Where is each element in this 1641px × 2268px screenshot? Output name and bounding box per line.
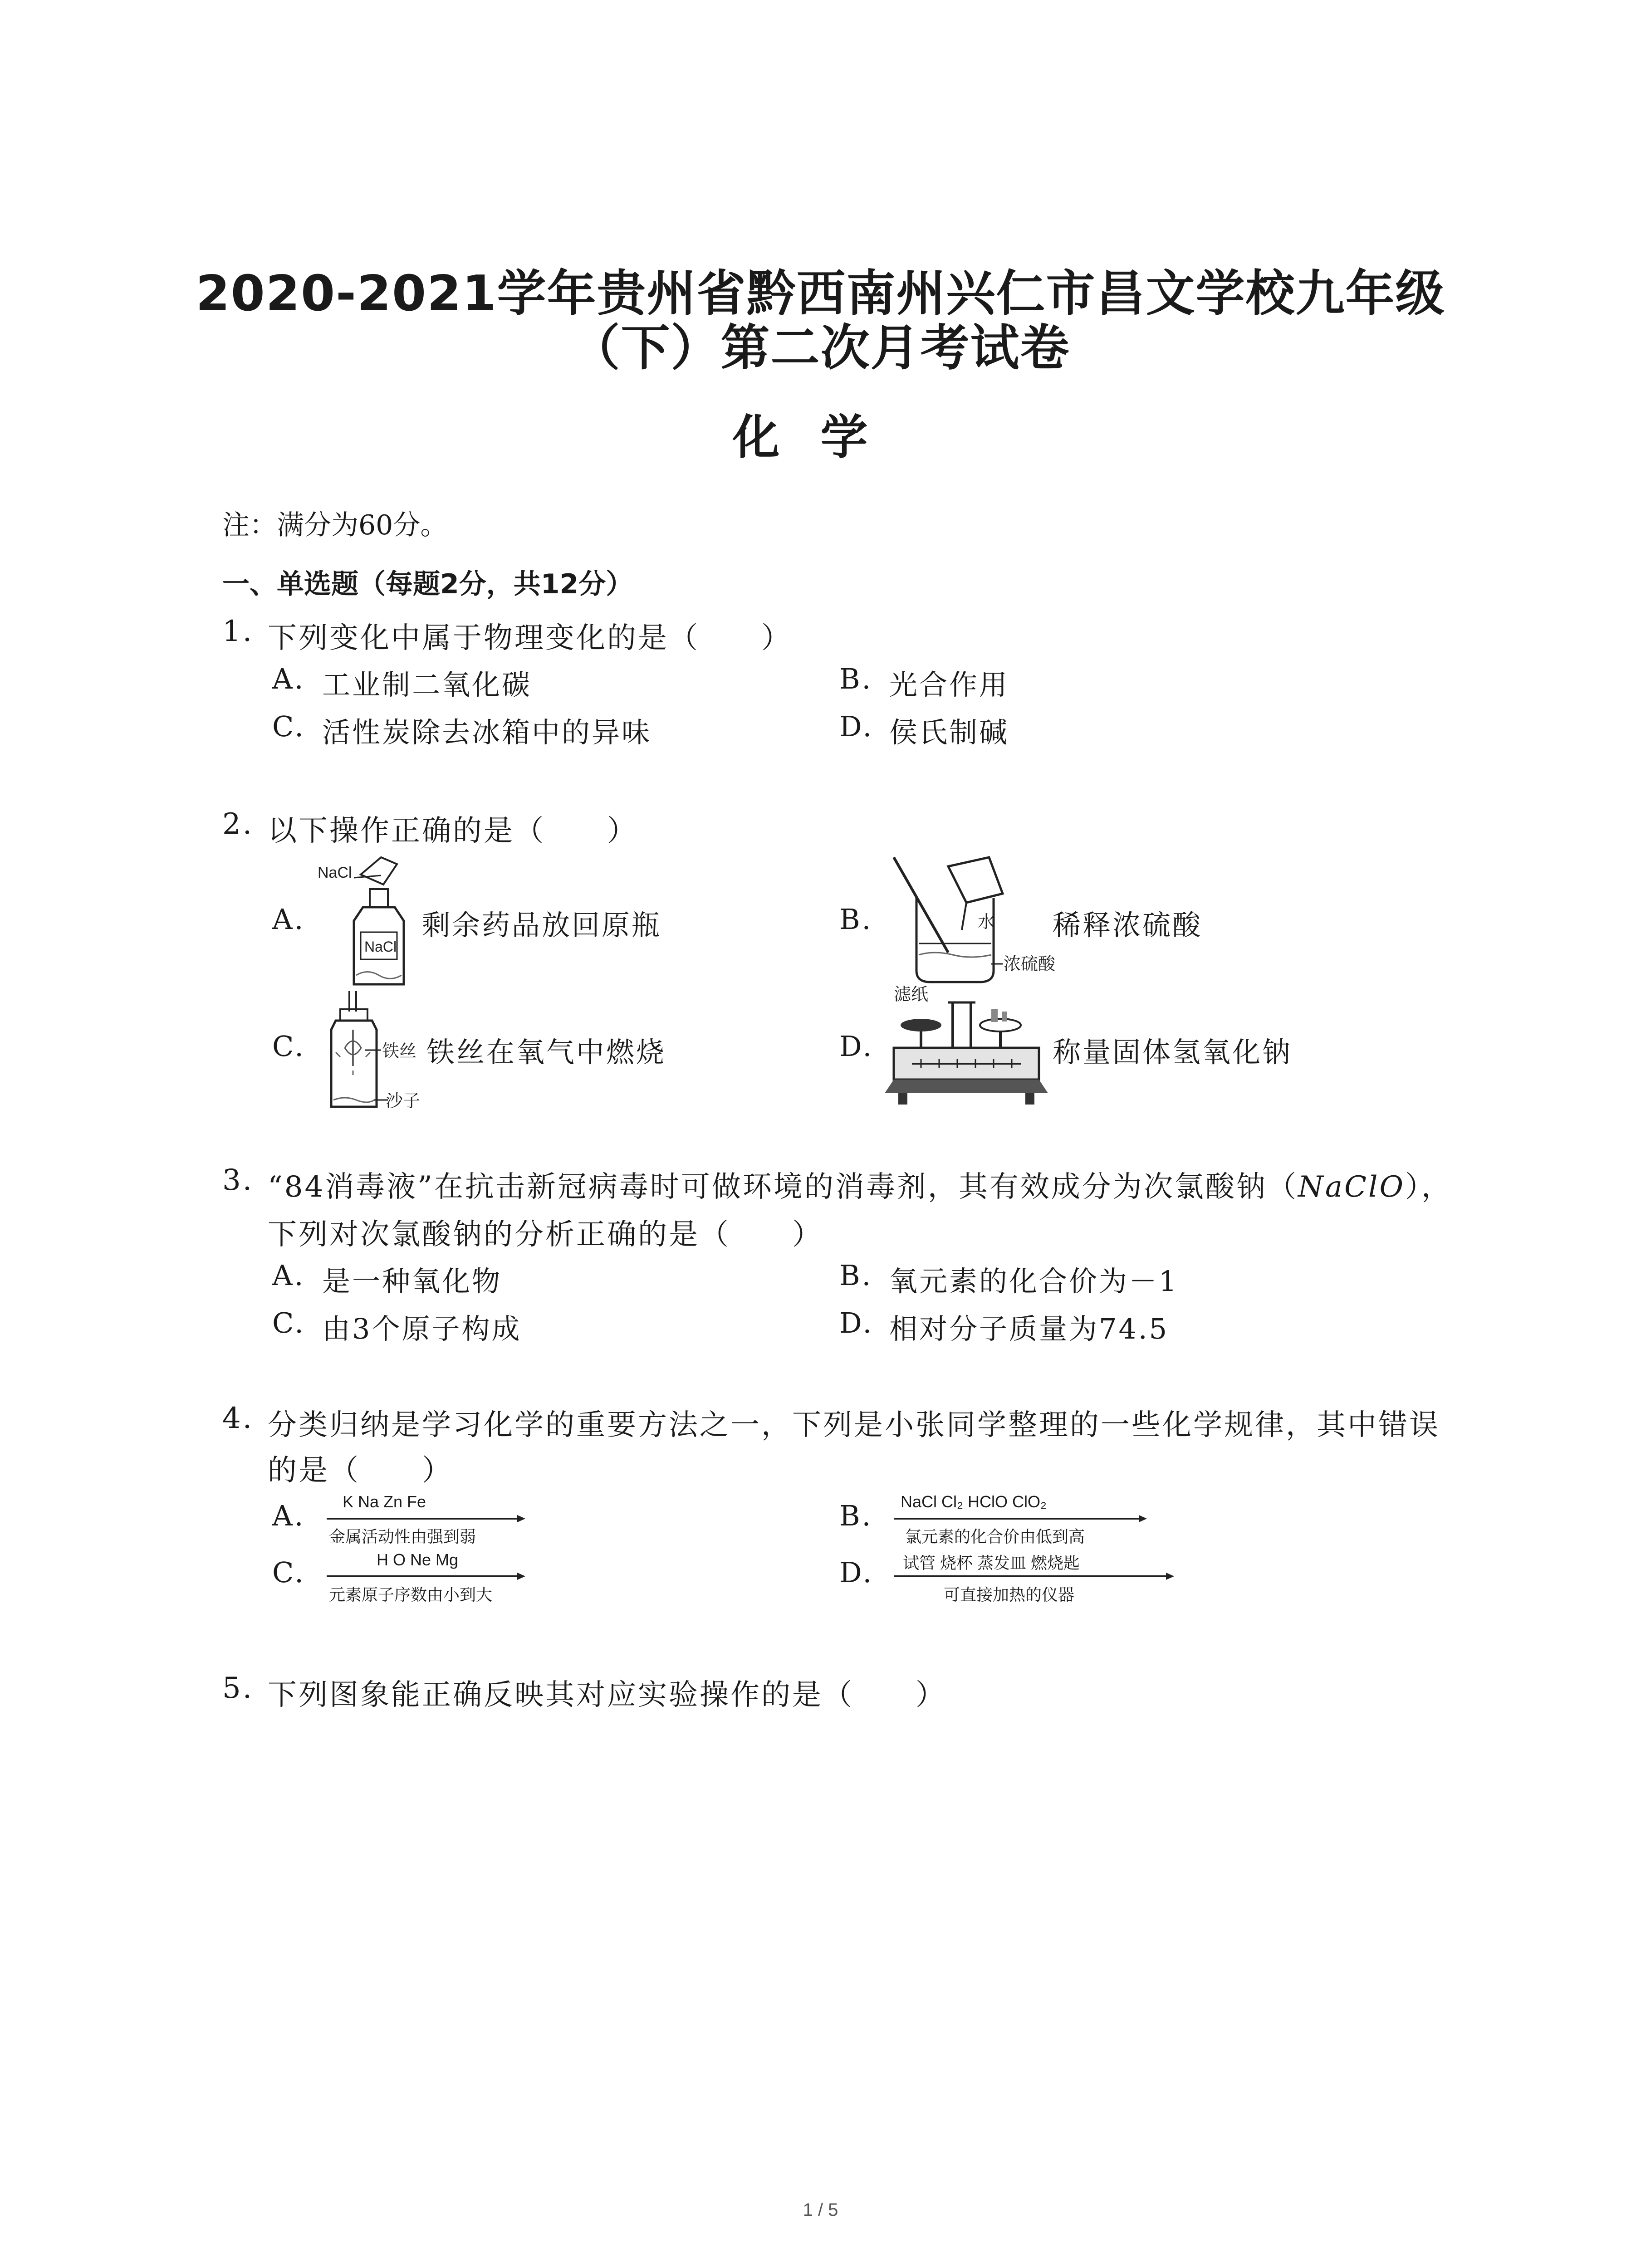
q4-option-c-top: H O Ne Mg [377,1550,459,1569]
q3-option-a-label: A. [272,1259,305,1292]
q3-stem-line1-end: ）， [1405,1170,1452,1204]
q4-stem-line1: 分类归纳是学习化学的重要方法之一，下列是小张同学整理的一些化学规律，其中错误 [268,1408,1440,1442]
q4-option-c-arrow [327,1572,526,1581]
q2-option-a[interactable]: 剩余药品放回原瓶 [422,909,662,942]
q4-option-c-label: C. [272,1556,305,1589]
q3-option-b[interactable]: 氧元素的化合价为－1 [889,1265,1179,1298]
q4-option-b-bottom[interactable]: 氯元素的化合价由低到高 [905,1527,1085,1546]
q1-option-c-label: C. [272,710,305,743]
q1-option-b[interactable]: 光合作用 [889,668,1009,701]
q4-option-d-bottom[interactable]: 可直接加热的仪器 [944,1585,1075,1604]
q3-stem-line1-text: “84消毒液”在抗击新冠病毒时可做环境的消毒剂，其有效成分为次氯酸钠（ [268,1170,1298,1204]
q1-option-a[interactable]: 工业制二氧化碳 [322,668,532,701]
subject-title: 化学 [732,410,909,465]
q2-figure-c-sand: 沙子 [386,1092,421,1111]
q4-option-c-bottom[interactable]: 元素原子序数由小到大 [329,1585,493,1604]
q3-option-a[interactable]: 是一种氧化物 [322,1265,502,1298]
q2-figure-b-acid: 浓硫酸 [1004,955,1056,974]
exam-title-line2: （下）第二次月考试卷 [571,320,1070,376]
q1-stem: 下列变化中属于物理变化的是（ ） [268,621,792,655]
q4-option-b-arrow [894,1514,1148,1523]
q4-option-b-label: B. [839,1499,873,1532]
q2-figure-d-paper: 滤纸 [894,985,929,1004]
q2-stem: 以下操作正确的是（ ） [268,814,638,848]
q2-number: 2. [222,807,254,841]
q5-stem: 下列图象能正确反映其对应实验操作的是（ ） [268,1678,946,1712]
q1-option-b-label: B. [839,662,873,695]
q3-option-d-label: D. [839,1306,874,1339]
exam-title-line1: 2020-2021学年贵州省黔西南州兴仁市昌文学校九年级 [196,265,1445,322]
q2-figure-a-bottle-label: NaCl [364,938,397,955]
q4-option-a-bottom[interactable]: 金属活动性由强到弱 [329,1527,476,1546]
q2-figure-a-paper-label: NaCl [318,864,352,881]
q4-number: 4. [222,1402,254,1435]
q1-option-c[interactable]: 活性炭除去冰箱中的异味 [322,716,652,749]
q2-option-c[interactable]: 铁丝在氧气中燃烧 [426,1036,666,1069]
q4-stem-line2: 的是（ ） [268,1454,453,1487]
section-title: 一、单选题（每题2分，共12分） [222,568,633,600]
q2-option-d[interactable]: 称量固体氢氧化钠 [1053,1036,1293,1069]
q3-option-c[interactable]: 由3个原子构成 [322,1312,522,1345]
q4-option-b-top: NaCl Cl₂ HClO ClO₂ [901,1492,1047,1511]
q2-option-c-label: C. [272,1030,305,1063]
q2-option-b-label: B. [839,903,873,936]
q2-figure-c-combustion [313,984,431,1120]
q5-number: 5. [222,1672,254,1705]
q4-option-a-top: K Na Zn Fe [343,1492,426,1511]
q2-option-d-label: D. [839,1030,874,1063]
q2-figure-b-dilution [880,853,1062,989]
q3-formula: NaClO [1298,1170,1405,1204]
q1-option-d-label: D. [839,710,874,743]
q1-option-a-label: A. [272,662,305,695]
q3-option-b-label: B. [839,1259,873,1292]
q2-figure-b-water: 水 [978,913,995,932]
q2-figure-d-balance [885,984,1057,1111]
score-note: 注：满分为60分。 [222,509,448,541]
q2-figure-a-bottle [318,853,417,989]
q3-option-d[interactable]: 相对分子质量为74.5 [889,1312,1169,1345]
q4-option-d-arrow [894,1572,1175,1581]
q1-option-d[interactable]: 侯氏制碱 [889,716,1009,749]
q2-figure-c-wire: 铁丝 [382,1042,417,1061]
q4-option-a-label: A. [272,1499,305,1532]
page-number: 1 / 5 [803,2200,838,2220]
q4-option-a-arrow [327,1514,526,1523]
q1-number: 1. [222,615,254,648]
q4-option-d-label: D. [839,1556,874,1589]
q2-option-b[interactable]: 稀释浓硫酸 [1053,909,1203,942]
q4-option-d-top: 试管 烧杯 蒸发皿 燃烧匙 [903,1554,1080,1572]
q3-number: 3. [222,1163,254,1197]
q2-option-a-label: A. [272,903,305,936]
q3-stem-line1 [268,1163,1452,1205]
q3-option-c-label: C. [272,1306,305,1339]
q3-stem-line2: 下列对次氯酸钠的分析正确的是（ ） [268,1218,823,1251]
